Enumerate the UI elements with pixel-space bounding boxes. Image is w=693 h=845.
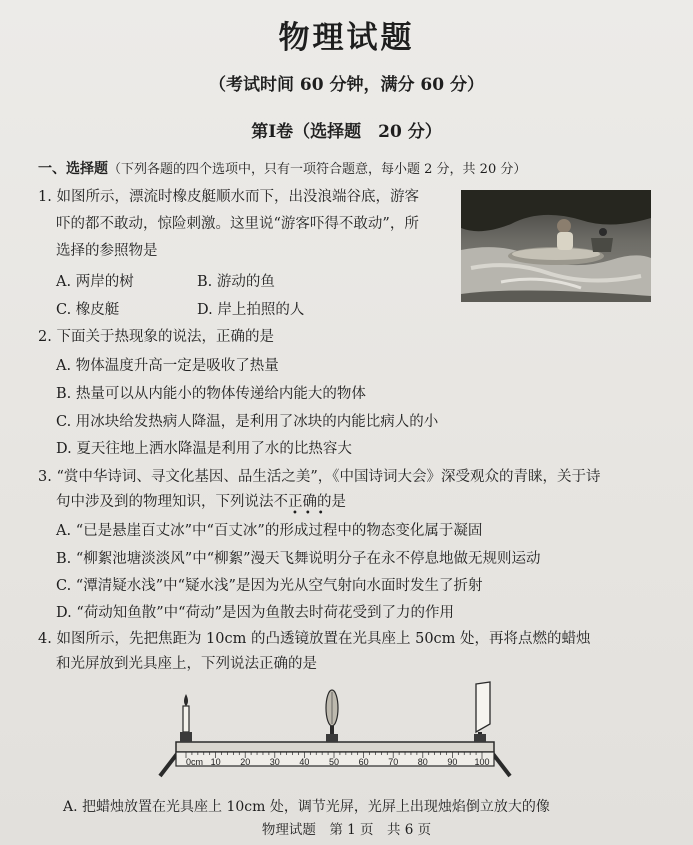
question-3-option-a: A. “已是悬崖百丈冰”中“百丈冰”的形成过程中的物态变化属于凝固	[56, 523, 483, 539]
bench-tick-label: 70	[388, 757, 399, 767]
question-1-option-d: D. 岸上拍照的人	[197, 302, 305, 318]
bench-tick-label: 0cm	[186, 757, 204, 767]
question-3-line-2: 句中涉及到的物理知识，下列说法不正确的是	[56, 494, 346, 510]
bench-tick-label: 40	[299, 757, 310, 767]
question-1-line-3: 选择的参照物是	[56, 243, 158, 259]
question-1-option-a: A. 两岸的树	[56, 274, 134, 290]
bench-tick-label: 20	[240, 757, 251, 767]
question-1-line-2: 吓的都不敢动，惊险刺激。这里说“游客吓得不敢动”，所	[56, 216, 419, 232]
page-footer: 物理试题 第 1 页 共 6 页	[261, 822, 432, 838]
question-2-stem: 2. 下面关于热现象的说法，正确的是	[38, 329, 274, 345]
bench-tick-label: 100	[474, 757, 490, 767]
question-3-option-b: B. “柳絮池塘淡淡风”中“柳絮”漫天飞舞说明分子在永不停息地做无规则运动	[56, 551, 541, 567]
question-3-option-c: C. “潭清疑水浅”中“疑水浅”是因为光从空气射向水面时发生了折射	[56, 578, 483, 594]
question-4-line-1: 4. 如图所示，先把焦距为 10cm 的凸透镜放置在光具座上 50cm 处，再将点燃的蜡烛	[38, 631, 591, 647]
question-1-option-b: B. 游动的鱼	[197, 274, 275, 290]
rafting-photo	[461, 190, 651, 302]
question-4-option-a: A. 把蜡烛放置在光具座上 10cm 处，调节光屏，光屏上出现烛焰倒立放大的像	[63, 799, 550, 815]
question-2-option-b: B. 热量可以从内能小的物体传递给内能大的物体	[56, 386, 366, 402]
light-screen	[474, 682, 490, 742]
page-title: 物理试题	[278, 20, 415, 56]
bench-tick-label: 60	[358, 757, 369, 767]
bench-tick-label: 80	[417, 757, 428, 767]
candle	[180, 694, 192, 742]
question-2-option-d: D. 夏天往地上洒水降温是利用了水的比热容大	[56, 441, 352, 457]
question-3-line-1: 3. “赏中华诗词、寻文化基因、品生活之美”，《中国诗词大会》深受观众的青睐，关于诗	[38, 469, 601, 485]
exam-subtitle: （考试时间 60 分钟，满分 60 分）	[209, 75, 484, 95]
question-1-line-1: 1. 如图所示，漂流时橡皮艇顺水而下，出没浪端谷底，游客	[38, 189, 419, 205]
question-4-line-2: 和光屏放到光具座上，下列说法正确的是	[56, 656, 317, 672]
section-heading	[38, 158, 526, 178]
optical-bench-diagram	[150, 680, 530, 785]
question-2-option-c: C. 用冰块给发热病人降温，是利用了冰块的内能比病人的小	[56, 414, 439, 430]
bench-tick-label: 30	[269, 757, 280, 767]
bench-tick-label: 50	[328, 757, 340, 767]
section-note: （下列各题的四个选项中，只有一项符合题意，每小题 2 分，共 20 分）	[108, 162, 527, 177]
bench-tick-label: 10	[210, 757, 221, 767]
bench-tick-label: 90	[447, 757, 458, 767]
part-heading: 第Ⅰ卷（选择题 20 分）	[251, 122, 442, 142]
emphasis-dots: •••	[292, 508, 331, 519]
convex-lens	[326, 690, 338, 742]
question-1-option-c: C. 橡皮艇	[56, 302, 120, 318]
section-label: 一、选择题	[38, 161, 108, 177]
question-2-option-a: A. 物体温度升高一定是吸收了热量	[56, 358, 279, 374]
question-3-option-d: D. “荷动知鱼散”中“荷动”是因为鱼散去时荷花受到了力的作用	[56, 605, 454, 621]
bench-rail	[176, 742, 494, 752]
